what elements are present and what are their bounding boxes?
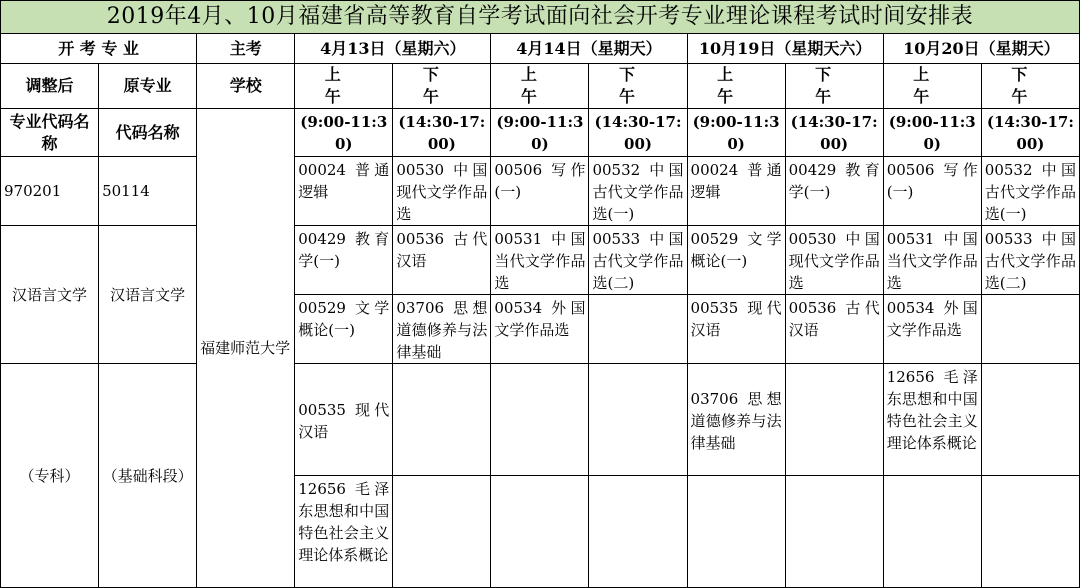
course-cell: 00533 中国古代文学作品选(二)	[981, 226, 1079, 295]
course-cell: 00534 外国文学作品选	[491, 295, 589, 364]
am-time: (9:00-11:30)	[295, 109, 393, 157]
am-label: 上 午	[687, 64, 785, 109]
date-header-0: 4月13日（星期六）	[295, 34, 491, 64]
course-cell: 00532 中国古代文学作品选(一)	[981, 157, 1079, 226]
level-adjusted: （专科）	[1, 364, 99, 588]
am-time: (9:00-11:30)	[687, 109, 785, 157]
course-cell: 00530 中国现代文学作品选	[785, 226, 883, 295]
course-cell	[393, 364, 491, 476]
course-cell: 00530 中国现代文学作品选	[393, 157, 491, 226]
course-cell	[491, 476, 589, 588]
course-cell: 00536 古代汉语	[393, 226, 491, 295]
pm-label: 下 午	[393, 64, 491, 109]
course-cell	[589, 364, 687, 476]
school-header-bottom: 学校	[197, 64, 295, 109]
adjusted-header: 调整后	[1, 64, 99, 109]
am-time: (9:00-11:30)	[491, 109, 589, 157]
course-cell: 03706 思想道德修养与法律基础	[687, 364, 785, 476]
pm-time: (14:30-17:00)	[589, 109, 687, 157]
pm-label: 下 午	[589, 64, 687, 109]
school-header-top: 主考	[197, 34, 295, 64]
course-cell	[393, 476, 491, 588]
course-cell: 00532 中国古代文学作品选(一)	[589, 157, 687, 226]
code-adjusted: 970201	[1, 157, 99, 226]
course-cell: 12656 毛泽东思想和中国特色社会主义理论体系概论	[295, 476, 393, 588]
code-original: 50114	[99, 157, 197, 226]
course-cell: 00534 外国文学作品选	[883, 295, 981, 364]
page-title: 2019年4月、10月福建省高等教育自学考试面向社会开考专业理论课程考试时间安排表	[1, 1, 1080, 34]
pm-time: (14:30-17:00)	[393, 109, 491, 157]
course-cell: 00535 现代汉语	[295, 364, 393, 476]
course-cell: 00024 普通逻辑	[687, 157, 785, 226]
code-name-header-adjusted: 专业代码名称	[1, 109, 99, 157]
level-original: （基础科段）	[99, 364, 197, 588]
pm-label: 下 午	[785, 64, 883, 109]
course-cell	[785, 364, 883, 476]
course-cell: 00531 中国当代文学作品选	[883, 226, 981, 295]
date-header-2: 10月19日（星期天六）	[687, 34, 883, 64]
course-cell	[687, 476, 785, 588]
course-cell	[981, 295, 1079, 364]
course-cell: 00531 中国当代文学作品选	[491, 226, 589, 295]
am-label: 上 午	[491, 64, 589, 109]
pm-time: (14:30-17:00)	[785, 109, 883, 157]
course-cell	[883, 476, 981, 588]
course-cell	[589, 295, 687, 364]
name-adjusted: 汉语言文学	[1, 226, 99, 364]
major-group-header: 开 考 专 业	[1, 34, 197, 64]
pm-label: 下 午	[981, 64, 1079, 109]
course-cell: 00506 写作(一)	[883, 157, 981, 226]
course-cell: 00429 教育学(一)	[785, 157, 883, 226]
name-original: 汉语言文学	[99, 226, 197, 364]
school-cell: 福建师范大学	[197, 109, 295, 588]
am-label: 上 午	[295, 64, 393, 109]
course-cell: 00024 普通逻辑	[295, 157, 393, 226]
date-header-1: 4月14日（星期天）	[491, 34, 687, 64]
am-time: (9:00-11:30)	[883, 109, 981, 157]
date-header-3: 10月20日（星期天）	[883, 34, 1079, 64]
am-label: 上 午	[883, 64, 981, 109]
course-cell: 00529 文学概论(一)	[687, 226, 785, 295]
course-cell: 03706 思想道德修养与法律基础	[393, 295, 491, 364]
course-cell: 00535 现代汉语	[687, 295, 785, 364]
code-name-header-original: 代码名称	[99, 109, 197, 157]
course-cell: 00536 古代汉语	[785, 295, 883, 364]
course-cell: 12656 毛泽东思想和中国特色社会主义理论体系概论	[883, 364, 981, 476]
course-cell: 00429 教育学(一)	[295, 226, 393, 295]
course-cell	[589, 476, 687, 588]
course-cell	[981, 364, 1079, 476]
course-cell	[491, 364, 589, 476]
original-header: 原专业	[99, 64, 197, 109]
pm-time: (14:30-17:00)	[981, 109, 1079, 157]
course-cell: 00533 中国古代文学作品选(二)	[589, 226, 687, 295]
course-cell	[981, 476, 1079, 588]
course-cell: 00529 文学概论(一)	[295, 295, 393, 364]
course-cell	[785, 476, 883, 588]
course-cell: 00506 写作(一)	[491, 157, 589, 226]
